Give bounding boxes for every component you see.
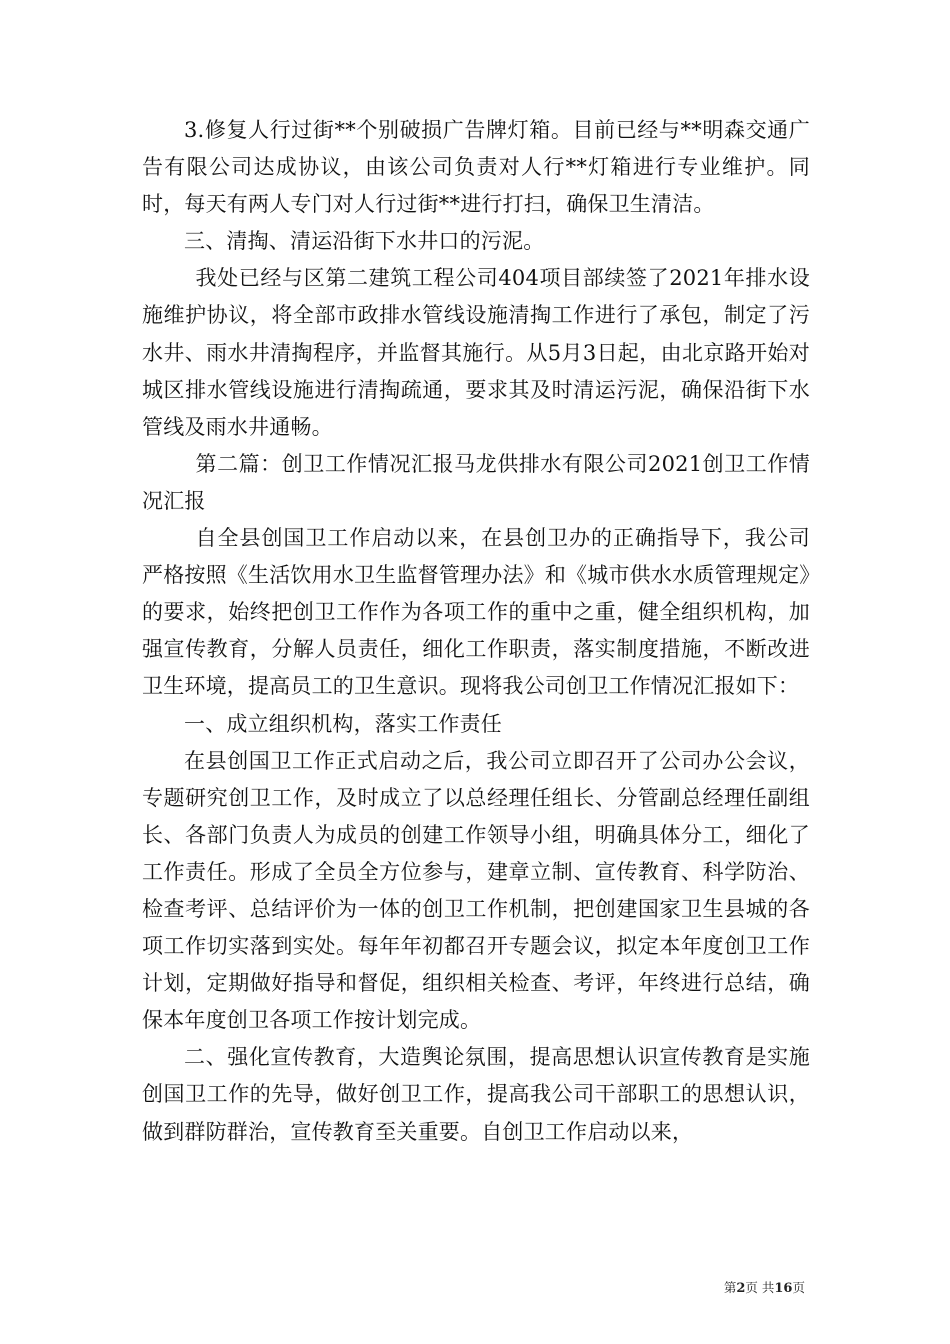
footer-prefix: 第	[723, 1280, 737, 1295]
paragraph-publicity: 二、强化宣传教育，大造舆论氛围，提高思想认识宣传教育是实施创国卫工作的先导，做好创卫工作，提高我公司干部职工的思想认识，做到群防群治，宣传教育至关重要。自创卫工作启动以来，	[142, 1045, 810, 1144]
heading-second-article: 第二篇：创卫工作情况汇报马龙供排水有限公司2021创卫工作情况汇报	[142, 451, 810, 513]
paragraph-repair-lightboxes: 3.修复人行过街**个别破损广告牌灯箱。目前已经与**明森交通广告有限公司达成协议，由该公司负责对人行**灯箱进行专业维护。同时，每天有两人专门对人行过街**进行打扫，确保卫生清洁。	[142, 118, 810, 217]
footer-current-page: 2	[736, 1281, 746, 1296]
page-number-footer	[724, 1278, 805, 1296]
heading-section-one: 一、成立组织机构，落实工作责任	[184, 711, 502, 736]
document-body	[142, 112, 810, 1151]
paragraph-introduction: 自全县创国卫工作启动以来，在县创卫办的正确指导下，我公司严格按照《生活饮用水卫生监督管理办法》和《城市供水水质管理规定》的要求，始终把创卫工作作为各项工作的重中之重，健全组织机构，加强宣传教育，分解人员责任，细化工作职责，落实制度措施，不断改进卫生环境，提高员工的卫生意识。现将我公司创卫工作情况汇报如下：	[142, 526, 810, 699]
footer-total-pages: 16	[774, 1281, 793, 1296]
footer-suffix: 页	[792, 1280, 805, 1295]
paragraph-drainage-maintenance: 我处已经与区第二建筑工程公司404项目部续签了2021年排水设施维护协议，将全部市政排水管线设施清掏工作进行了承包，制定了污水井、雨水井清掏程序，并监督其施行。从5月3日起，由北京路开始对城区排水管线设施进行清掏疏通，要求其及时清运污泥，确保沿街下水管线及雨水井通畅。	[142, 266, 810, 439]
footer-middle: 页 共	[745, 1280, 775, 1295]
heading-section-three: 三、清掏、清运沿街下水井口的污泥。	[184, 229, 545, 254]
paragraph-organization: 在县创国卫工作正式启动之后，我公司立即召开了公司办公会议，专题研究创卫工作，及时成立了以总经理任组长、分管副总经理任副组长、各部门负责人为成员的创建工作领导小组，明确具体分工，细化了工作责任。形成了全员全方位参与，建章立制、宣传教育、科学防治、检查考评、总结评价为一体的创卫工作机制，把创建国家卫生县城的各项工作切实落到实处。每年年初都召开专题会议，拟定本年度创卫工作计划，定期做好指导和督促，组织相关检查、考评，年终进行总结，确保本年度创卫各项工作按计划完成。	[142, 748, 810, 1033]
